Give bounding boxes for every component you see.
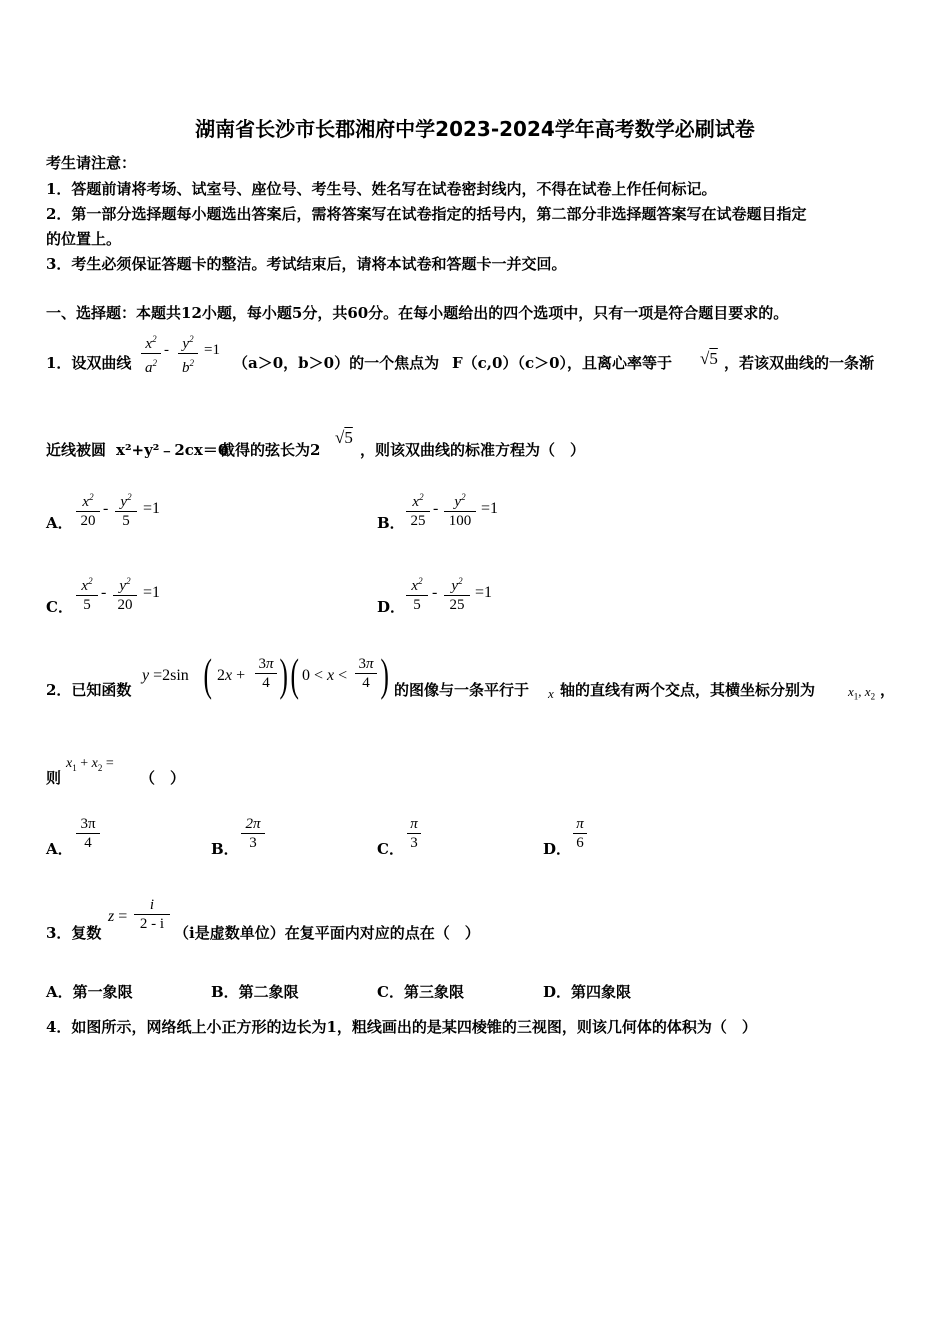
q2-option-d-frac: π 6 [573, 815, 587, 852]
q1-frac-y: $y^2$ $b^2$ [178, 330, 198, 377]
q2-mid2: 轴的直线有两个交点，其横坐标分别为 [560, 681, 816, 699]
q3-prefix: 3．复数 [46, 924, 102, 942]
q2-domain: 0 < x < [302, 667, 348, 684]
q2-option-d-label[interactable]: D． [543, 840, 572, 858]
q1-option-c-minus: - [101, 584, 107, 601]
q1-option-a-eq: =1 [143, 500, 161, 517]
q2-domain-frac: 3π 4 [355, 655, 377, 692]
q1-option-d-eq: =1 [475, 584, 493, 601]
q2-prefix: 2．已知函数 [46, 681, 132, 699]
q2-func: y =2sin [142, 667, 189, 684]
page-title: 湖南省长沙市长郡湘府中学2023-2024学年高考数学必刷试卷 [195, 117, 755, 141]
q1-sqrt5-b: √5 [335, 428, 353, 447]
q2-end: （ ） [140, 769, 186, 787]
q1-option-d-minus: - [432, 584, 438, 601]
q1-option-b-frac-x: $x^2$ 25 [406, 488, 430, 530]
q2-paren-close-2: ) [380, 649, 389, 700]
q1-prefix: 1．设双曲线 [46, 354, 132, 372]
q1-option-c-frac-y: $y^2$ 20 [113, 572, 137, 614]
q2-option-c-label[interactable]: C． [377, 840, 404, 858]
q2-option-b-label[interactable]: B． [211, 840, 239, 858]
q3-frac: i 2 - i [134, 896, 170, 933]
q2-comma: ， [880, 681, 896, 699]
q2-option-a-label[interactable]: A． [46, 840, 73, 858]
q1-option-d-frac-x: $x^2$ 5 [406, 572, 428, 614]
notice-item-1: 1．答题前请将考场、试室号、座位号、考生号、姓名写在试卷密封线内，不得在试卷上作任何标记。 [46, 180, 717, 198]
q3-option-c[interactable]: C．第三象限 [377, 983, 464, 1001]
q1-eq1: =1 [204, 342, 220, 358]
q1-line2-c: ，则该双曲线的标准方程为（ ） [360, 441, 586, 459]
q1-line2-a: 近线被圆 [46, 441, 107, 459]
q1-circle: x²+y²﹣2cx＝0 [116, 441, 229, 459]
q1-option-b-frac-y: $y^2$ 100 [444, 488, 476, 530]
q1-minus: - [164, 342, 169, 358]
q2-option-b-frac: 2π 3 [241, 815, 265, 852]
q1-frac-x: $x^2$ $a^2$ [141, 330, 161, 377]
q1-option-a-minus: - [103, 500, 109, 517]
notice-item-2: 2．第一部分选择题每小题选出答案后，需将答案写在试卷指定的括号内，第二部分非选择题答案写在试卷题目指定 [46, 205, 807, 223]
q1-after: ，若该双曲线的一条渐 [724, 354, 875, 372]
q2-paren-close-1: ) [279, 649, 288, 700]
q1-option-c-eq: =1 [143, 584, 161, 601]
q1-option-a-label[interactable]: A． [46, 514, 73, 532]
q2-paren-open-2: ( [290, 649, 299, 700]
q2-option-c-frac: π 3 [407, 815, 421, 852]
q1-option-b-label[interactable]: B． [377, 514, 405, 532]
notice-item-3: 3．考生必须保证答题卡的整洁。考试结束后，请将本试卷和答题卡一并交回。 [46, 255, 567, 273]
q2-x-var: x [548, 686, 554, 701]
q1-option-c-label[interactable]: C． [46, 598, 73, 616]
q3-option-a[interactable]: A．第一象限 [46, 983, 133, 1001]
q2-sum: $x_1 + x_2$ = [66, 756, 114, 773]
q2-line2: 则 [46, 769, 62, 787]
q4-text: 4．如图所示，网络纸上小正方形的边长为1，粗线画出的是某四棱锥的三视图，则该几何体的体积为（ ） [46, 1018, 757, 1036]
q1-option-b-eq: =1 [481, 500, 499, 517]
q1-line2-b: 截得的弦长为2 [220, 441, 321, 459]
q3-option-d[interactable]: D．第四象限 [543, 983, 632, 1001]
q1-option-c-frac-x: $x^2$ 5 [76, 572, 98, 614]
q3-suffix: （i是虚数单位）在复平面内对应的点在（ ） [174, 924, 480, 942]
section-heading: 一、选择题：本题共12小题，每小题5分，共60分。在每小题给出的四个选项中，只有一项是符合题目要求的。 [46, 304, 789, 322]
q2-paren-open-1: ( [203, 649, 212, 700]
q1-option-a-frac-x: $x^2$ 20 [76, 488, 100, 530]
q2-x1x2: $x_1$, $x_2$ [848, 684, 876, 702]
q1-focus: F（c,0）（c＞0），且离心率等于 [452, 354, 673, 372]
q1-option-b-minus: - [433, 500, 439, 517]
q2-option-a-frac: 3π 4 [76, 815, 100, 852]
q2-mid: 的图像与一条平行于 [394, 681, 530, 699]
notice-heading: 考生请注意： [46, 154, 137, 172]
q2-arg-frac: 3π 4 [255, 655, 277, 692]
q3-option-b[interactable]: B．第二象限 [211, 983, 299, 1001]
q3-z: z = [108, 908, 128, 925]
q1-cond: （a＞0，b＞0）的一个焦点为 [233, 354, 440, 372]
q1-option-a-frac-y: $y^2$ 5 [115, 488, 137, 530]
q2-arg: 2x + [217, 667, 246, 684]
q1-option-d-frac-y: $y^2$ 25 [444, 572, 470, 614]
notice-item-2-cont: 的位置上。 [46, 230, 122, 248]
q1-option-d-label[interactable]: D． [377, 598, 406, 616]
q1-sqrt5: √5 [700, 349, 718, 368]
